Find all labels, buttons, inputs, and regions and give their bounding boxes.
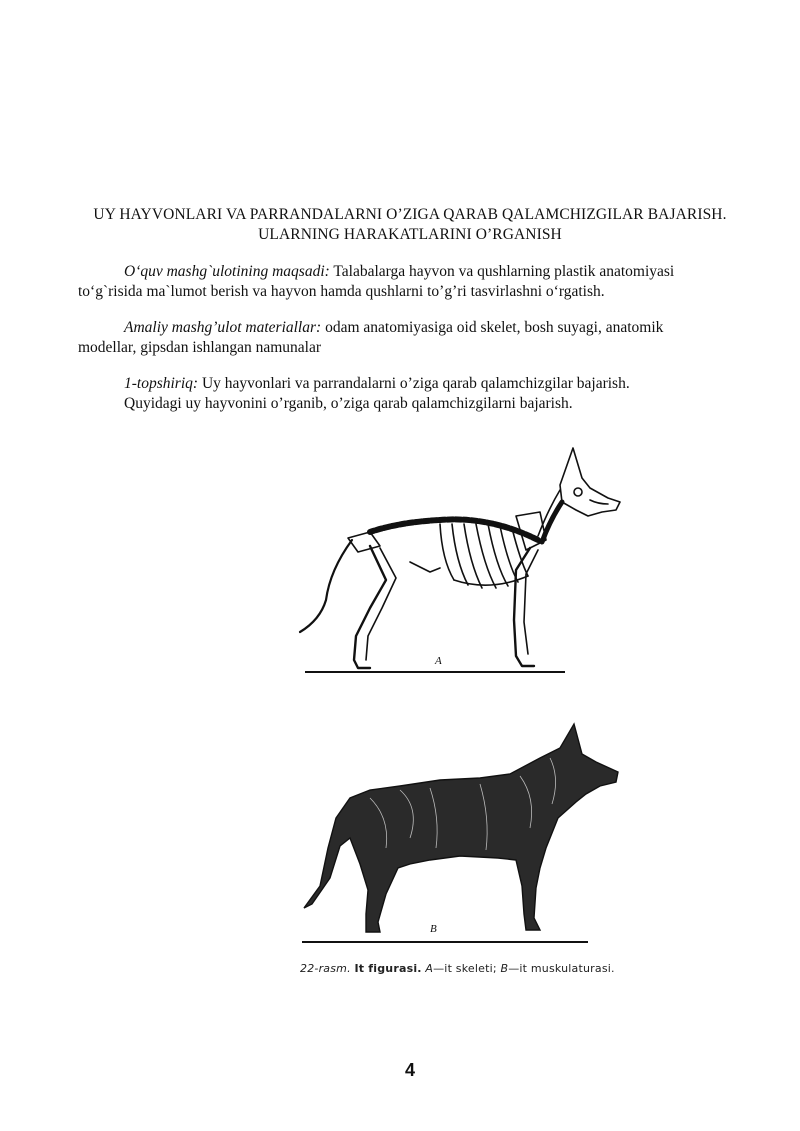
page-number: 4 [404, 1060, 415, 1080]
task-text: Uy hayvonlari va parrandalarni o’ziga qarab qalamchizgilar bajarish. [201, 375, 630, 392]
caption-b-text: —it muskulaturasi. [508, 962, 615, 975]
caption-a-text: —it skeleti; [433, 962, 497, 975]
goal-paragraph [78, 262, 740, 282]
goal-text-1: Talabalarga hayvon va qushlarning plastik anatomiyasi [333, 263, 675, 280]
title-line-1: UY HAYVONLARI VA PARRANDALARNI O’ZIGA QARAB QALAMCHIZGILAR BAJARISH. [93, 206, 727, 223]
figure-label-a: A [435, 655, 442, 667]
goal-text-2: to‘g`risida ma`lumot berish va hayvon hamda qushlarni to’g’ri tasvirlashni o‘rgatish. [78, 283, 605, 300]
goal-label: O‘quv mashg`ulotining maqsadi: [124, 263, 330, 280]
task-paragraph [124, 374, 630, 394]
caption-title: It figurasi. [354, 962, 422, 975]
materials-paragraph [78, 318, 740, 338]
caption-b-letter: B [500, 962, 509, 975]
caption-number: 22-rasm. [300, 962, 351, 975]
materials-text-1: odam anatomiyasiga oid skelet, bosh suyagi, anatomik [325, 319, 664, 336]
figure-caption [300, 962, 615, 975]
task-label: 1-topshiriq: [124, 375, 199, 392]
figure-label-b: B [430, 923, 437, 935]
caption-a-letter: A [425, 962, 434, 975]
materials-text-2: modellar, gipsdan ishlangan namunalar [78, 339, 322, 356]
materials-label: Amaliy mashg’ulot materiallar: [124, 319, 322, 336]
dog-skeleton-figure [290, 440, 630, 680]
task-text-2: Quyidagi uy hayvonini o’rganib, o’ziga qarab qalamchizgilarni bajarish. [124, 395, 573, 412]
title-line-2: ULARNING HARAKATLARINI O’RGANISH [258, 226, 562, 243]
dog-musculature-figure [290, 718, 630, 948]
